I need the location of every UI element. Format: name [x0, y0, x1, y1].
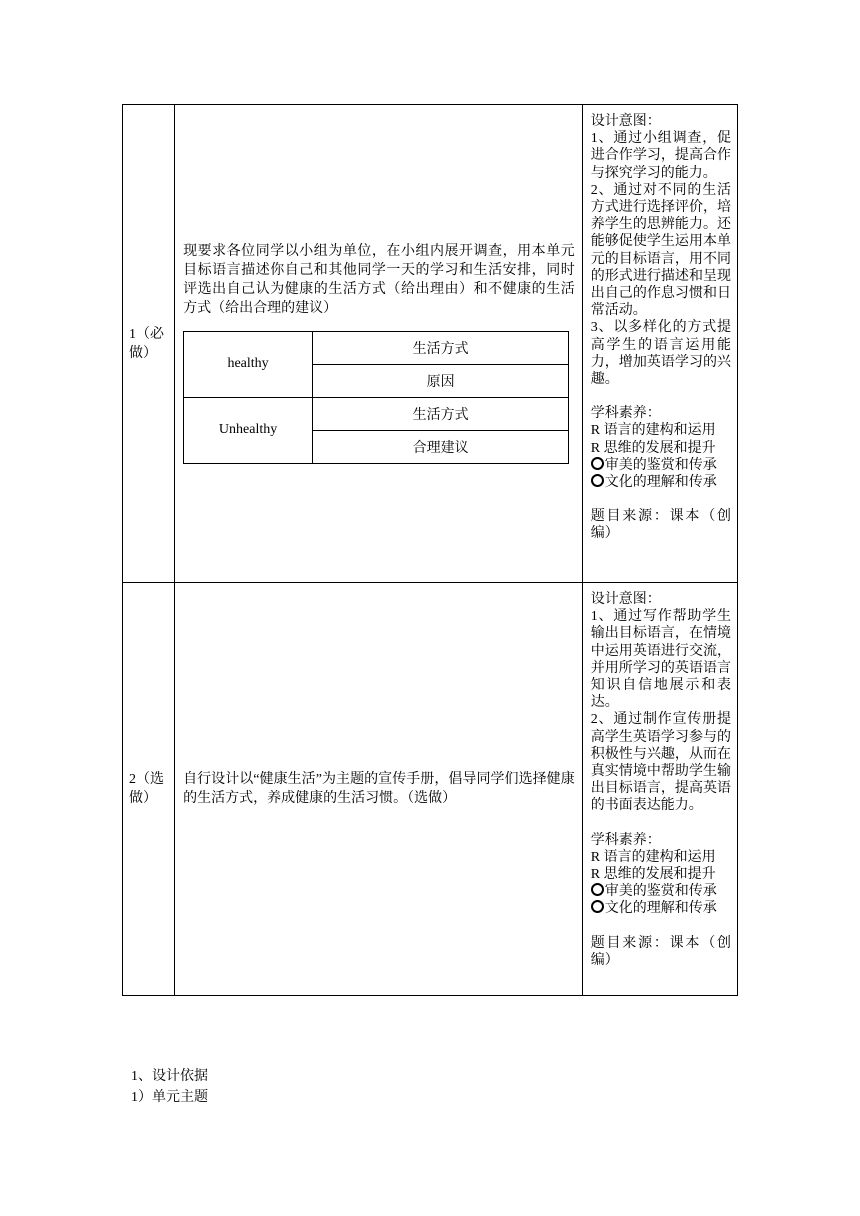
intent-point: 2、通过制作宣传册提高学生英语学习参与的积极性与兴趣，从而在真实情境中帮助学生输出目标语言，提高英语的书面表达能力。: [590, 712, 731, 814]
literacy-item: R 思维的发展和提升: [590, 867, 716, 883]
literacy-title: 学科素养：: [590, 832, 661, 848]
literacy-item: R 思维的发展和提升: [590, 440, 716, 456]
check-mark: R: [590, 440, 601, 456]
subsection-heading: 1）单元主题: [131, 1090, 208, 1105]
task-description: 现要求各位同学以小组为单位，在小组内展开调查，用本单元目标语言描述你自己和其他同学一天的学习和生活安排，同时评选出自己认为健康的生活方式（给出理由）和不健康的生活方式（给出合理的建议）: [183, 243, 575, 316]
lifestyle-table: [183, 331, 569, 464]
literacy-item: R 语言的建构和运用: [590, 423, 716, 439]
task-description-cell: [175, 105, 583, 583]
design-intent-cell: [582, 583, 737, 996]
healthy-label: healthy: [184, 331, 313, 397]
circle-bullet-icon: [591, 474, 604, 487]
circle-bullet-icon: [591, 900, 604, 913]
reason-cell: 原因: [313, 364, 569, 397]
section-heading: 1、设计依据: [131, 1069, 208, 1084]
unhealthy-label: Unhealthy: [184, 397, 313, 463]
intent-title: 设计意图：: [590, 114, 661, 129]
literacy-title: 学科素养：: [590, 406, 661, 422]
intent-title: 设计意图：: [590, 592, 661, 607]
literacy-item: 审美的鉴赏和传承: [591, 457, 731, 474]
literacy-item: 审美的鉴赏和传承: [591, 883, 731, 900]
suggestion-cell: 合理建议: [313, 430, 569, 463]
literacy-item: 文化的理解和传承: [591, 474, 731, 491]
check-mark: R: [590, 849, 601, 865]
question-source: 题目来源：课本（创编）: [590, 509, 731, 542]
literacy-item: R 语言的建构和运用: [590, 849, 716, 865]
task-number: 1（必做）: [123, 105, 175, 583]
table-row: [123, 583, 738, 996]
question-source: 题目来源：课本（创编）: [590, 935, 731, 968]
intent-point: 3、以多样化的方式提高学生的语言运用能力，增加英语学习的兴趣。: [590, 320, 731, 388]
assignment-table: [122, 104, 738, 996]
circle-bullet-icon: [591, 457, 604, 470]
task-description: 自行设计以“健康生活”为主题的宣传手册，倡导同学们选择健康的生活方式，养成健康的生活习惯。（选做）: [183, 772, 575, 806]
lifestyle-cell: 生活方式: [313, 331, 569, 364]
intent-point: 1、通过小组调查，促进合作学习，提高合作与探究学习的能力。: [590, 131, 731, 181]
table-row: [123, 105, 738, 583]
task-description-cell: [175, 583, 583, 996]
design-intent-cell: [582, 105, 737, 583]
circle-bullet-icon: [591, 883, 604, 896]
task-number: 2（选做）: [123, 583, 175, 996]
intent-point: 1、通过写作帮助学生输出目标语言，在情境中运用英语进行交流，并用所学习的英语语言知识自信地展示和表达。: [590, 609, 731, 711]
check-mark: R: [590, 423, 601, 439]
lifestyle-cell: 生活方式: [313, 397, 569, 430]
literacy-item: 文化的理解和传承: [591, 900, 731, 917]
intent-point: 2、通过对不同的生活方式进行选择评价，培养学生的思辨能力。还能够促使学生运用本单元的目标语言，用不同的形式进行描述和呈现出自己的作息习惯和日常活动。: [590, 182, 731, 319]
check-mark: R: [590, 867, 601, 883]
